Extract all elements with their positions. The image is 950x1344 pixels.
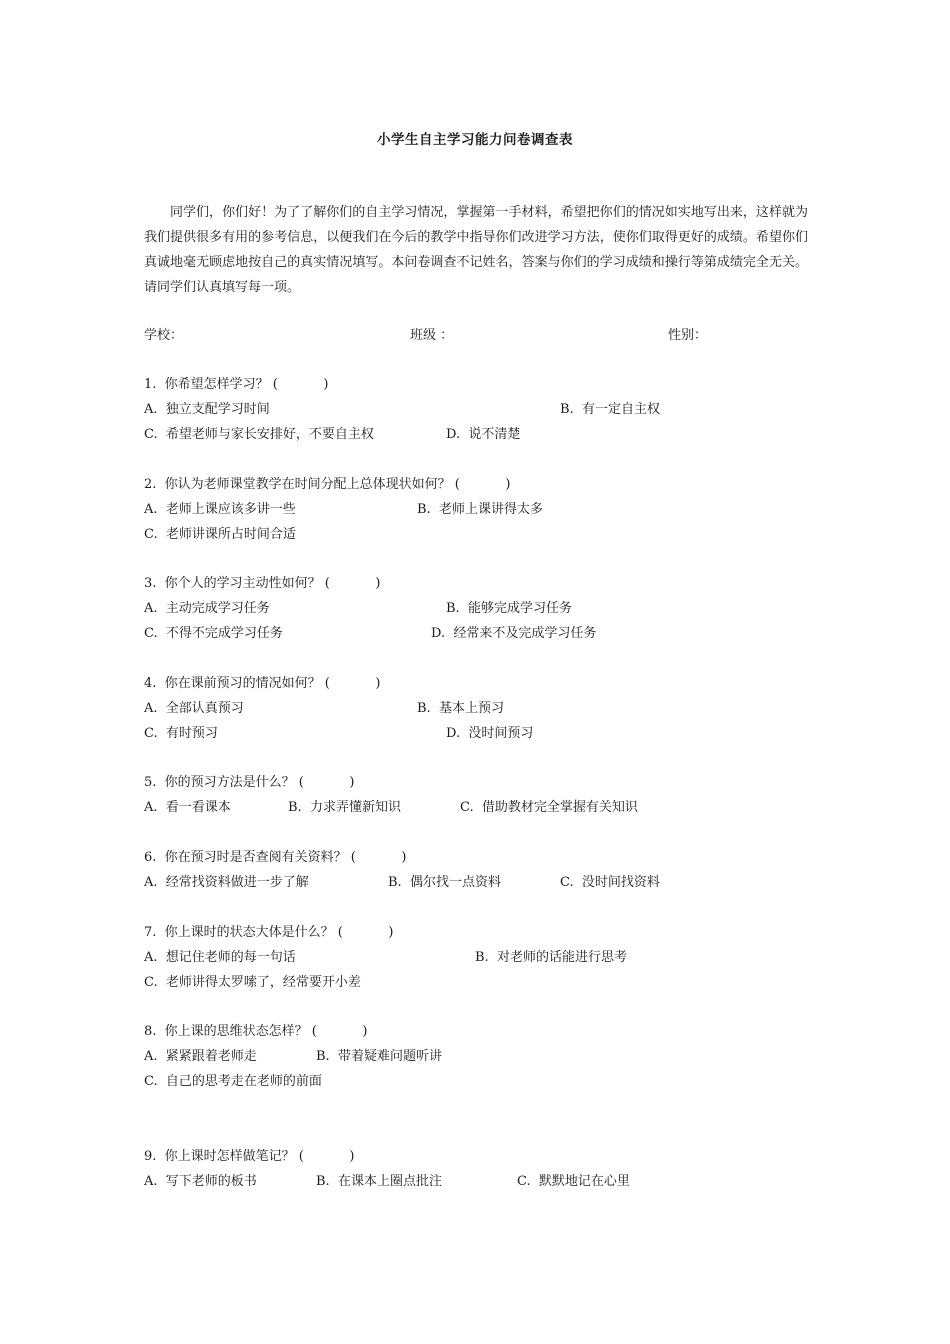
- q7-option-c: C. 老师讲得太罗嗦了，经常要开小差: [144, 975, 361, 990]
- q2-option-c: C. 老师讲课所占时间合适: [144, 527, 296, 542]
- q7-option-b: B. 对老师的话能进行思考: [475, 950, 627, 965]
- q1-option-c: C. 希望老师与家长安排好，不要自主权: [144, 427, 374, 442]
- q1-option-a: A. 独立支配学习时间: [144, 402, 270, 417]
- q4-option-b: B. 基本上预习: [417, 701, 504, 716]
- q3-option-c: C. 不得不完成学习任务: [144, 626, 283, 641]
- q1-option-b: B. 有一定自主权: [560, 402, 660, 417]
- question-3: 3. 你个人的学习主动性如何？ ( ): [144, 576, 381, 591]
- q3-option-a: A. 主动完成学习任务: [144, 601, 270, 616]
- q5-option-a: A. 看一看课本: [144, 800, 231, 815]
- question-1: 1. 你希望怎样学习？ ( ): [144, 377, 329, 392]
- q7-option-a: A. 想记住老师的每一句话: [144, 950, 296, 965]
- q6-option-c: C. 没时间找资料: [560, 875, 660, 890]
- q9-option-c: C. 默默地记在心里: [517, 1174, 630, 1189]
- q2-option-a: A. 老师上课应该多讲一些: [144, 502, 296, 517]
- gender-label: 性别：: [668, 328, 708, 343]
- q3-option-d: D. 经常来不及完成学习任务: [431, 626, 597, 641]
- q4-option-a: A. 全部认真预习: [144, 701, 244, 716]
- q9-option-b: B. 在课本上圈点批注: [316, 1174, 442, 1189]
- q4-option-c: C. 有时预习: [144, 726, 218, 741]
- q9-option-a: A. 写下老师的板书: [144, 1174, 257, 1189]
- q8-option-b: B. 带着疑难问题听讲: [316, 1049, 442, 1064]
- question-5: 5. 你的预习方法是什么？ ( ): [144, 775, 355, 790]
- q1-option-d: D. 说不清楚: [446, 427, 521, 442]
- q4-option-d: D. 没时间预习: [446, 726, 534, 741]
- question-4: 4. 你在课前预习的情况如何？ ( ): [144, 676, 381, 691]
- q2-option-b: B. 老师上课讲得太多: [417, 502, 543, 517]
- question-6: 6. 你在预习时是否查阅有关资料？ ( ): [144, 850, 407, 865]
- q6-option-a: A. 经常找资料做进一步了解: [144, 875, 309, 890]
- question-2: 2. 你认为老师课堂教学在时间分配上总体现状如何？ ( ): [144, 477, 511, 492]
- question-8: 8. 你上课的思维状态怎样？ ( ): [144, 1024, 368, 1039]
- document-title: 小学生自主学习能力问卷调查表: [377, 132, 573, 148]
- q6-option-b: B. 偶尔找一点资料: [388, 875, 501, 890]
- q3-option-b: B. 能够完成学习任务: [446, 601, 572, 616]
- intro-paragraph: 同学们，你们好！为了了解你们的自主学习情况，掌握第一手材料，希望把你们的情况如实地写出来，这样就为我们提供很多有用的参考信息，以便我们在今后的教学中指导你们改进学习方法，使你们取得更好的成绩。希望你们真诚地毫无顾虑地按自己的真实情况填写。本问卷调查不记姓名，答案与你们的学习成绩和操行等第成绩完全无关。请同学们认真填写每一项。: [144, 205, 808, 295]
- q5-option-b: B. 力求弄懂新知识: [288, 800, 401, 815]
- class-label: 班级 ：: [410, 328, 454, 343]
- question-9: 9. 你上课时怎样做笔记？ ( ): [144, 1149, 355, 1164]
- q8-option-a: A. 紧紧跟着老师走: [144, 1049, 257, 1064]
- q8-option-c: C. 自己的思考走在老师的前面: [144, 1074, 322, 1089]
- question-7: 7. 你上课时的状态大体是什么？ ( ): [144, 925, 394, 940]
- school-label: 学校：: [144, 328, 184, 343]
- q5-option-c: C. 借助教材完全掌握有关知识: [460, 800, 638, 815]
